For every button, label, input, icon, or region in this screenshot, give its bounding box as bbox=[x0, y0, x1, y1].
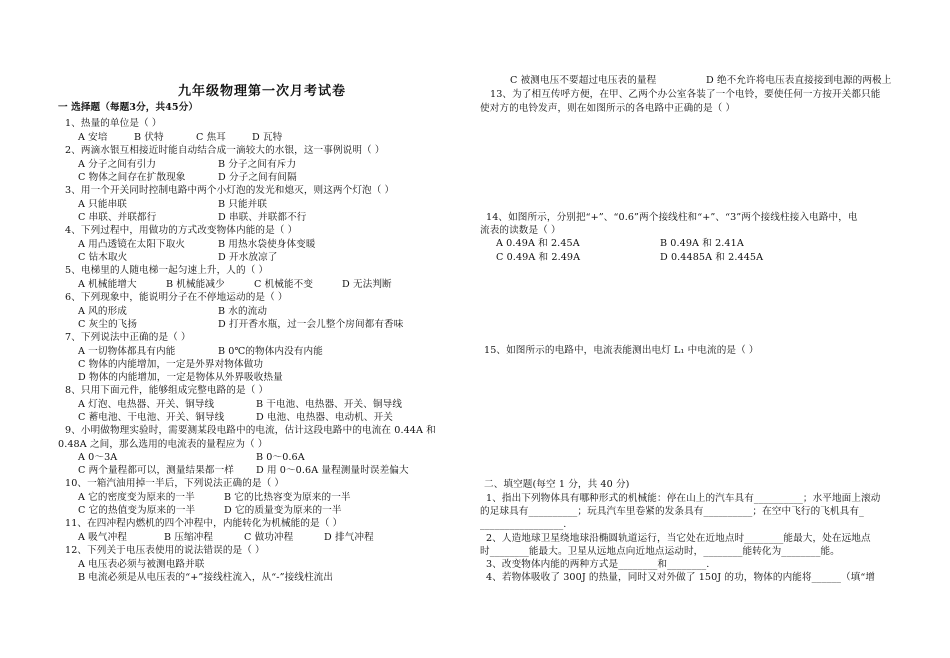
q10-options-cd bbox=[78, 504, 342, 517]
q9-option-b: B 0～0.6A bbox=[256, 452, 305, 463]
q15-stem: 15、如图所示的电路中，电流表能测出电灯 L₁ 中电流的是（ ） bbox=[484, 345, 759, 356]
fill4: 4、若物体吸收了 300J 的热量，同时又对外做了 150J 的功，物体的内能将______（填“增 bbox=[486, 572, 876, 583]
q14-option-a: A 0.49A 和 2.45A bbox=[496, 238, 580, 249]
q6-option-a: A 风的形成 bbox=[78, 306, 127, 317]
q8-option-a: A 灯泡、电热器、开关、铜导线 bbox=[78, 399, 215, 410]
q1-options bbox=[78, 131, 282, 144]
q14-stem-line1: 14、如图所示，分别把“+”、“0.6”两个接线柱和“+”、“3”两个接线柱接入电路中，电 bbox=[486, 212, 858, 223]
q7-option-b: B 0℃的物体内没有内能 bbox=[218, 346, 323, 357]
section-heading-fill: 二、填空题(每空 1 分，共 40 分) bbox=[484, 479, 630, 490]
q10-option-d: D 它的质量变为原来的一半 bbox=[224, 505, 342, 516]
q12-option-a: A 电压表必须与被测电路并联 bbox=[78, 559, 205, 570]
q11-options bbox=[78, 531, 374, 544]
fill1-line2: 的足球具有__________；玩具汽车里卷紧的发条具有__________；在空中飞行的飞机具有_ bbox=[480, 506, 864, 517]
q9-option-a: A 0～3A bbox=[78, 452, 118, 463]
q14-stem-line2: 流表的读数是（ ） bbox=[480, 225, 561, 236]
q8-options-ab bbox=[78, 398, 402, 411]
q4-option-a: A 用凸透镜在太阳下取火 bbox=[78, 239, 186, 250]
q12-stem: 12、下列关于电压表使用的说法错误的是（ ） bbox=[65, 545, 265, 556]
q14-options-cd bbox=[496, 251, 763, 264]
q7-stem: 7、下列说法中正确的是（ ） bbox=[65, 332, 191, 343]
q6-option-b: B 水的流动 bbox=[218, 306, 268, 317]
q12-option-b: B 电流必须是从电压表的“+”接线柱流入，从“-”接线柱流出 bbox=[78, 572, 334, 583]
fill1-line3: _________________. bbox=[480, 519, 567, 530]
q6-option-d: D 打开香水瓶，过一会儿整个房间都有香味 bbox=[218, 319, 404, 330]
q4-option-d: D 开水放凉了 bbox=[218, 252, 278, 263]
q1-stem: 1、热量的单位是（ ） bbox=[65, 118, 162, 129]
q11-option-b: B 压缩冲程 bbox=[164, 532, 214, 543]
q8-options-cd bbox=[78, 411, 393, 424]
q6-options-ab bbox=[78, 305, 267, 318]
q1-option-c: C 焦耳 bbox=[196, 132, 226, 143]
q11-stem: 11、在四冲程内燃机的四个冲程中，内能转化为机械能的是（ ） bbox=[65, 518, 343, 529]
q5-option-d: D 无法判断 bbox=[342, 279, 392, 290]
q13-stem-line1: 13、为了相互传呼方便，在甲、乙两个办公室各装了一个电铃，要使任何一方按开关都只能 bbox=[490, 89, 881, 100]
q4-option-b: B 用热水袋使身体变暖 bbox=[218, 239, 316, 250]
q6-options-cd bbox=[78, 318, 403, 331]
q3-stem: 3、用一个开关同时控制电路中两个小灯泡的发光和熄灭，则这两个灯泡（ ） bbox=[65, 185, 395, 196]
q9-options-ab bbox=[78, 451, 305, 464]
q3-option-a: A 只能串联 bbox=[78, 199, 127, 210]
fill1-line1: 1、指出下列物体具有哪种形式的机械能：停在山上的汽车具有__________；水平地面上滚动 bbox=[486, 493, 881, 504]
q12-option-d: D 绝不允许将电压表直接接到电源的两极上 bbox=[706, 75, 892, 86]
q8-option-b: B 干电池、电热器、开关、铜导线 bbox=[256, 399, 403, 410]
q10-stem: 10、一箱汽油用掉一半后，下列说法正确的是（ ） bbox=[65, 478, 285, 489]
q3-options-cd bbox=[78, 211, 307, 224]
q4-options-ab bbox=[78, 238, 316, 251]
q3-option-d: D 串联、并联都不行 bbox=[218, 212, 307, 223]
q4-stem: 4、下列过程中，用做功的方式改变物体内能的是（ ） bbox=[65, 225, 298, 236]
section-heading-choice: 一 选择题（每题3分，共45分） bbox=[58, 102, 199, 113]
q8-option-c: C 蓄电池、干电池、开关、铜导线 bbox=[78, 412, 225, 423]
q9-stem-line1: 9、小明做物理实验时，需要测某段电路中的电流，估计这段电路中的电流在 0.44A 和 bbox=[65, 425, 436, 436]
q7-option-d: D 物体的内能增加，一定是物体从外界吸收热量 bbox=[78, 372, 283, 383]
q14-option-b: B 0.49A 和 2.41A bbox=[660, 238, 744, 249]
q2-option-d: D 分子之间有间隔 bbox=[218, 172, 297, 183]
q1-option-a: A 安培 bbox=[78, 132, 108, 143]
q12-option-c: C 被测电压不要超过电压表的量程 bbox=[510, 75, 657, 86]
q6-stem: 6、下列现象中，能说明分子在不停地运动的是（ ） bbox=[65, 292, 288, 303]
q14-option-c: C 0.49A 和 2.49A bbox=[496, 252, 581, 263]
q9-stem-line2: 0.48A 之间，那么选用的电流表的量程应为（ ） bbox=[58, 439, 268, 450]
q12-options-cd bbox=[510, 74, 891, 87]
q10-option-b: B 它的比热容变为原来的一半 bbox=[224, 492, 351, 503]
q1-option-d: D 瓦特 bbox=[252, 132, 283, 143]
q5-stem: 5、电梯里的人随电梯一起匀速上升，人的（ ） bbox=[65, 265, 269, 276]
q4-options-cd bbox=[78, 251, 277, 264]
q5-options bbox=[78, 278, 392, 291]
q1-option-b: B 伏特 bbox=[134, 132, 164, 143]
q2-options-ab bbox=[78, 158, 296, 171]
page-title: 九年级物理第一次月考试卷 bbox=[178, 84, 347, 99]
q11-option-a: A 吸气冲程 bbox=[78, 532, 127, 543]
q2-stem: 2、两滴水银互相接近时能自动结合成一滴较大的水银，这一事例说明（ ） bbox=[65, 145, 385, 156]
q7-option-c: C 物体的内能增加，一定是外界对物体做功 bbox=[78, 359, 264, 370]
fill2-line1: 2、人造地球卫星绕地球沿椭圆轨道运行，当它处在近地点时________能最大，处在远地点 bbox=[486, 533, 871, 544]
q4-option-c: C 钻木取火 bbox=[78, 252, 128, 263]
q3-option-c: C 串联、并联都行 bbox=[78, 212, 157, 223]
q14-options-ab bbox=[496, 237, 744, 250]
q5-option-a: A 机械能增大 bbox=[78, 279, 137, 290]
q7-option-a: A 一切物体都具有内能 bbox=[78, 346, 176, 357]
fill2-line2: 时________能最大。卫星从远地点向近地点运动时，________能转化为________能。 bbox=[480, 546, 840, 557]
q11-option-c: C 做功冲程 bbox=[244, 532, 294, 543]
q3-option-b: B 只能并联 bbox=[218, 199, 268, 210]
q13-stem-line2: 使对方的电铃发声，则在如图所示的各电路中正确的是（ ） bbox=[480, 103, 736, 114]
q10-options-ab bbox=[78, 491, 351, 504]
q3-options-ab bbox=[78, 198, 267, 211]
q10-option-a: A 它的密度变为原来的一半 bbox=[78, 492, 195, 503]
q10-option-c: C 它的热值变为原来的一半 bbox=[78, 505, 196, 516]
q9-options-cd bbox=[78, 464, 409, 477]
q8-option-d: D 电池、电热器、电动机、开关 bbox=[256, 412, 393, 423]
q14-option-d: D 0.4485A 和 2.445A bbox=[660, 252, 764, 263]
q5-option-c: C 机械能不变 bbox=[254, 279, 314, 290]
q8-stem: 8、只用下面元件，能够组成完整电路的是（ ） bbox=[65, 385, 269, 396]
q2-option-b: B 分子之间有斥力 bbox=[218, 159, 297, 170]
q2-option-c: C 物体之间存在扩散现象 bbox=[78, 172, 186, 183]
fill3: 3、改变物体内能的两种方式是________和________. bbox=[486, 559, 710, 570]
q2-option-a: A 分子之间有引力 bbox=[78, 159, 157, 170]
q6-option-c: C 灰尘的飞扬 bbox=[78, 319, 138, 330]
q7-options-ab bbox=[78, 345, 323, 358]
q5-option-b: B 机械能减少 bbox=[166, 279, 225, 290]
q2-options-cd bbox=[78, 171, 297, 184]
q9-option-c: C 两个量程都可以，测量结果都一样 bbox=[78, 465, 234, 476]
q11-option-d: D 排气冲程 bbox=[324, 532, 374, 543]
q9-option-d: D 用 0～0.6A 量程测量时误差偏大 bbox=[256, 465, 409, 476]
